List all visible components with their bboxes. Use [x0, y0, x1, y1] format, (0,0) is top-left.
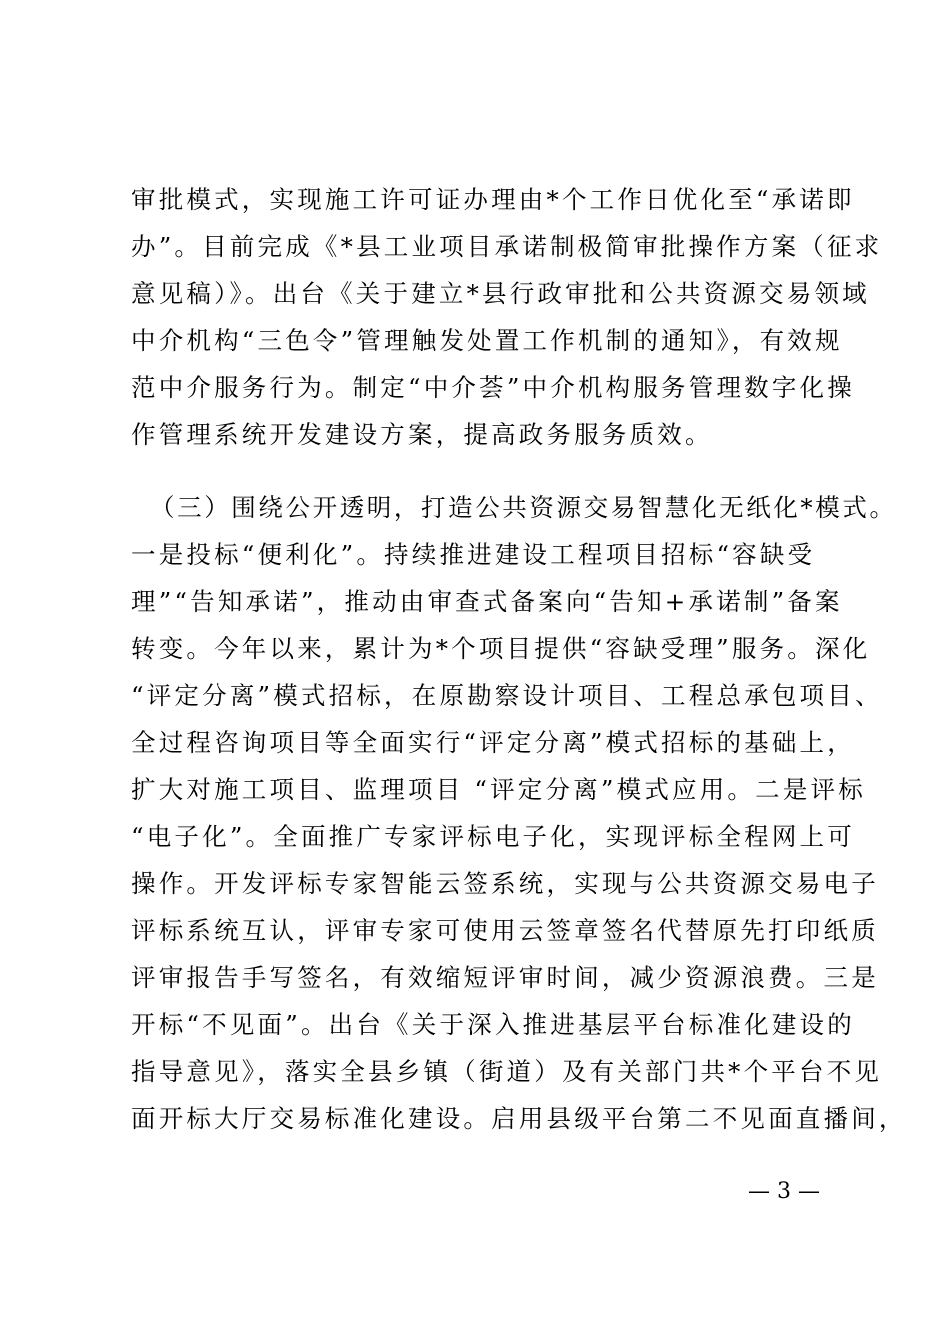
text-line: 开标“不见面”。出台《关于深入推进基层平台标准化建设的: [131, 1010, 855, 1039]
text-line: 转变。今年以来，累计为*个项目提供“容缺受理”服务。深化: [131, 634, 871, 663]
text-line: 扩大对施工项目、监理项目 “评定分离”模式应用。二是评标: [131, 775, 866, 804]
text-line: 理”“告知承诺”，推动由审查式备案向“告知+承诺制”备案: [131, 587, 843, 616]
text-line: 全过程咨询项目等全面实行“评定分离”模式招标的基础上，: [131, 728, 855, 757]
text-line: 一是投标“便利化”。持续推进建设工程项目招标“容缺受: [131, 540, 816, 569]
text-line: 评审报告手写签名，有效缩短评审时间，减少资源浪费。三是: [131, 963, 879, 992]
text-line: “电子化”。全面推广专家评标电子化，实现评标全程网上可: [131, 822, 855, 851]
text-line: 操作。开发评标专家智能云签系统，实现与公共资源交易电子: [131, 869, 879, 898]
text-line: 指导意见》，落实全县乡镇（街道）及有关部门共*个平台不见: [131, 1057, 883, 1086]
text-line: 面开标大厅交易标准化建设。启用县级平台第二不见面直播间，: [131, 1104, 907, 1133]
text-line: 办”。目前完成《*县工业项目承诺制极简审批操作方案（征求: [131, 232, 883, 261]
text-line: 范中介服务行为。制定“中介荟”中介机构服务管理数字化操: [131, 373, 855, 402]
text-line: 意见稿）》。出台《关于建立*县行政审批和公共资源交易领域: [131, 279, 870, 308]
text-line: 评标系统互认，评审专家可使用云签章签名代替原先打印纸质: [131, 916, 879, 945]
text-line: “评定分离”模式招标，在原勘察设计项目、工程总承包项目、: [131, 681, 883, 710]
text-line: 作管理系统开发建设方案，提高政务服务质效。: [131, 420, 713, 449]
page-number: — 3 —: [748, 1179, 820, 1204]
text-line: 审批模式，实现施工许可证办理由*个工作日优化至“承诺即: [131, 185, 855, 214]
section-heading: （三）围绕公开透明，打造公共资源交易智慧化无纸化*模式。: [150, 493, 897, 522]
text-line: 中介机构“三色令”管理触发处置工作机制的通知》，有效规: [131, 326, 843, 355]
